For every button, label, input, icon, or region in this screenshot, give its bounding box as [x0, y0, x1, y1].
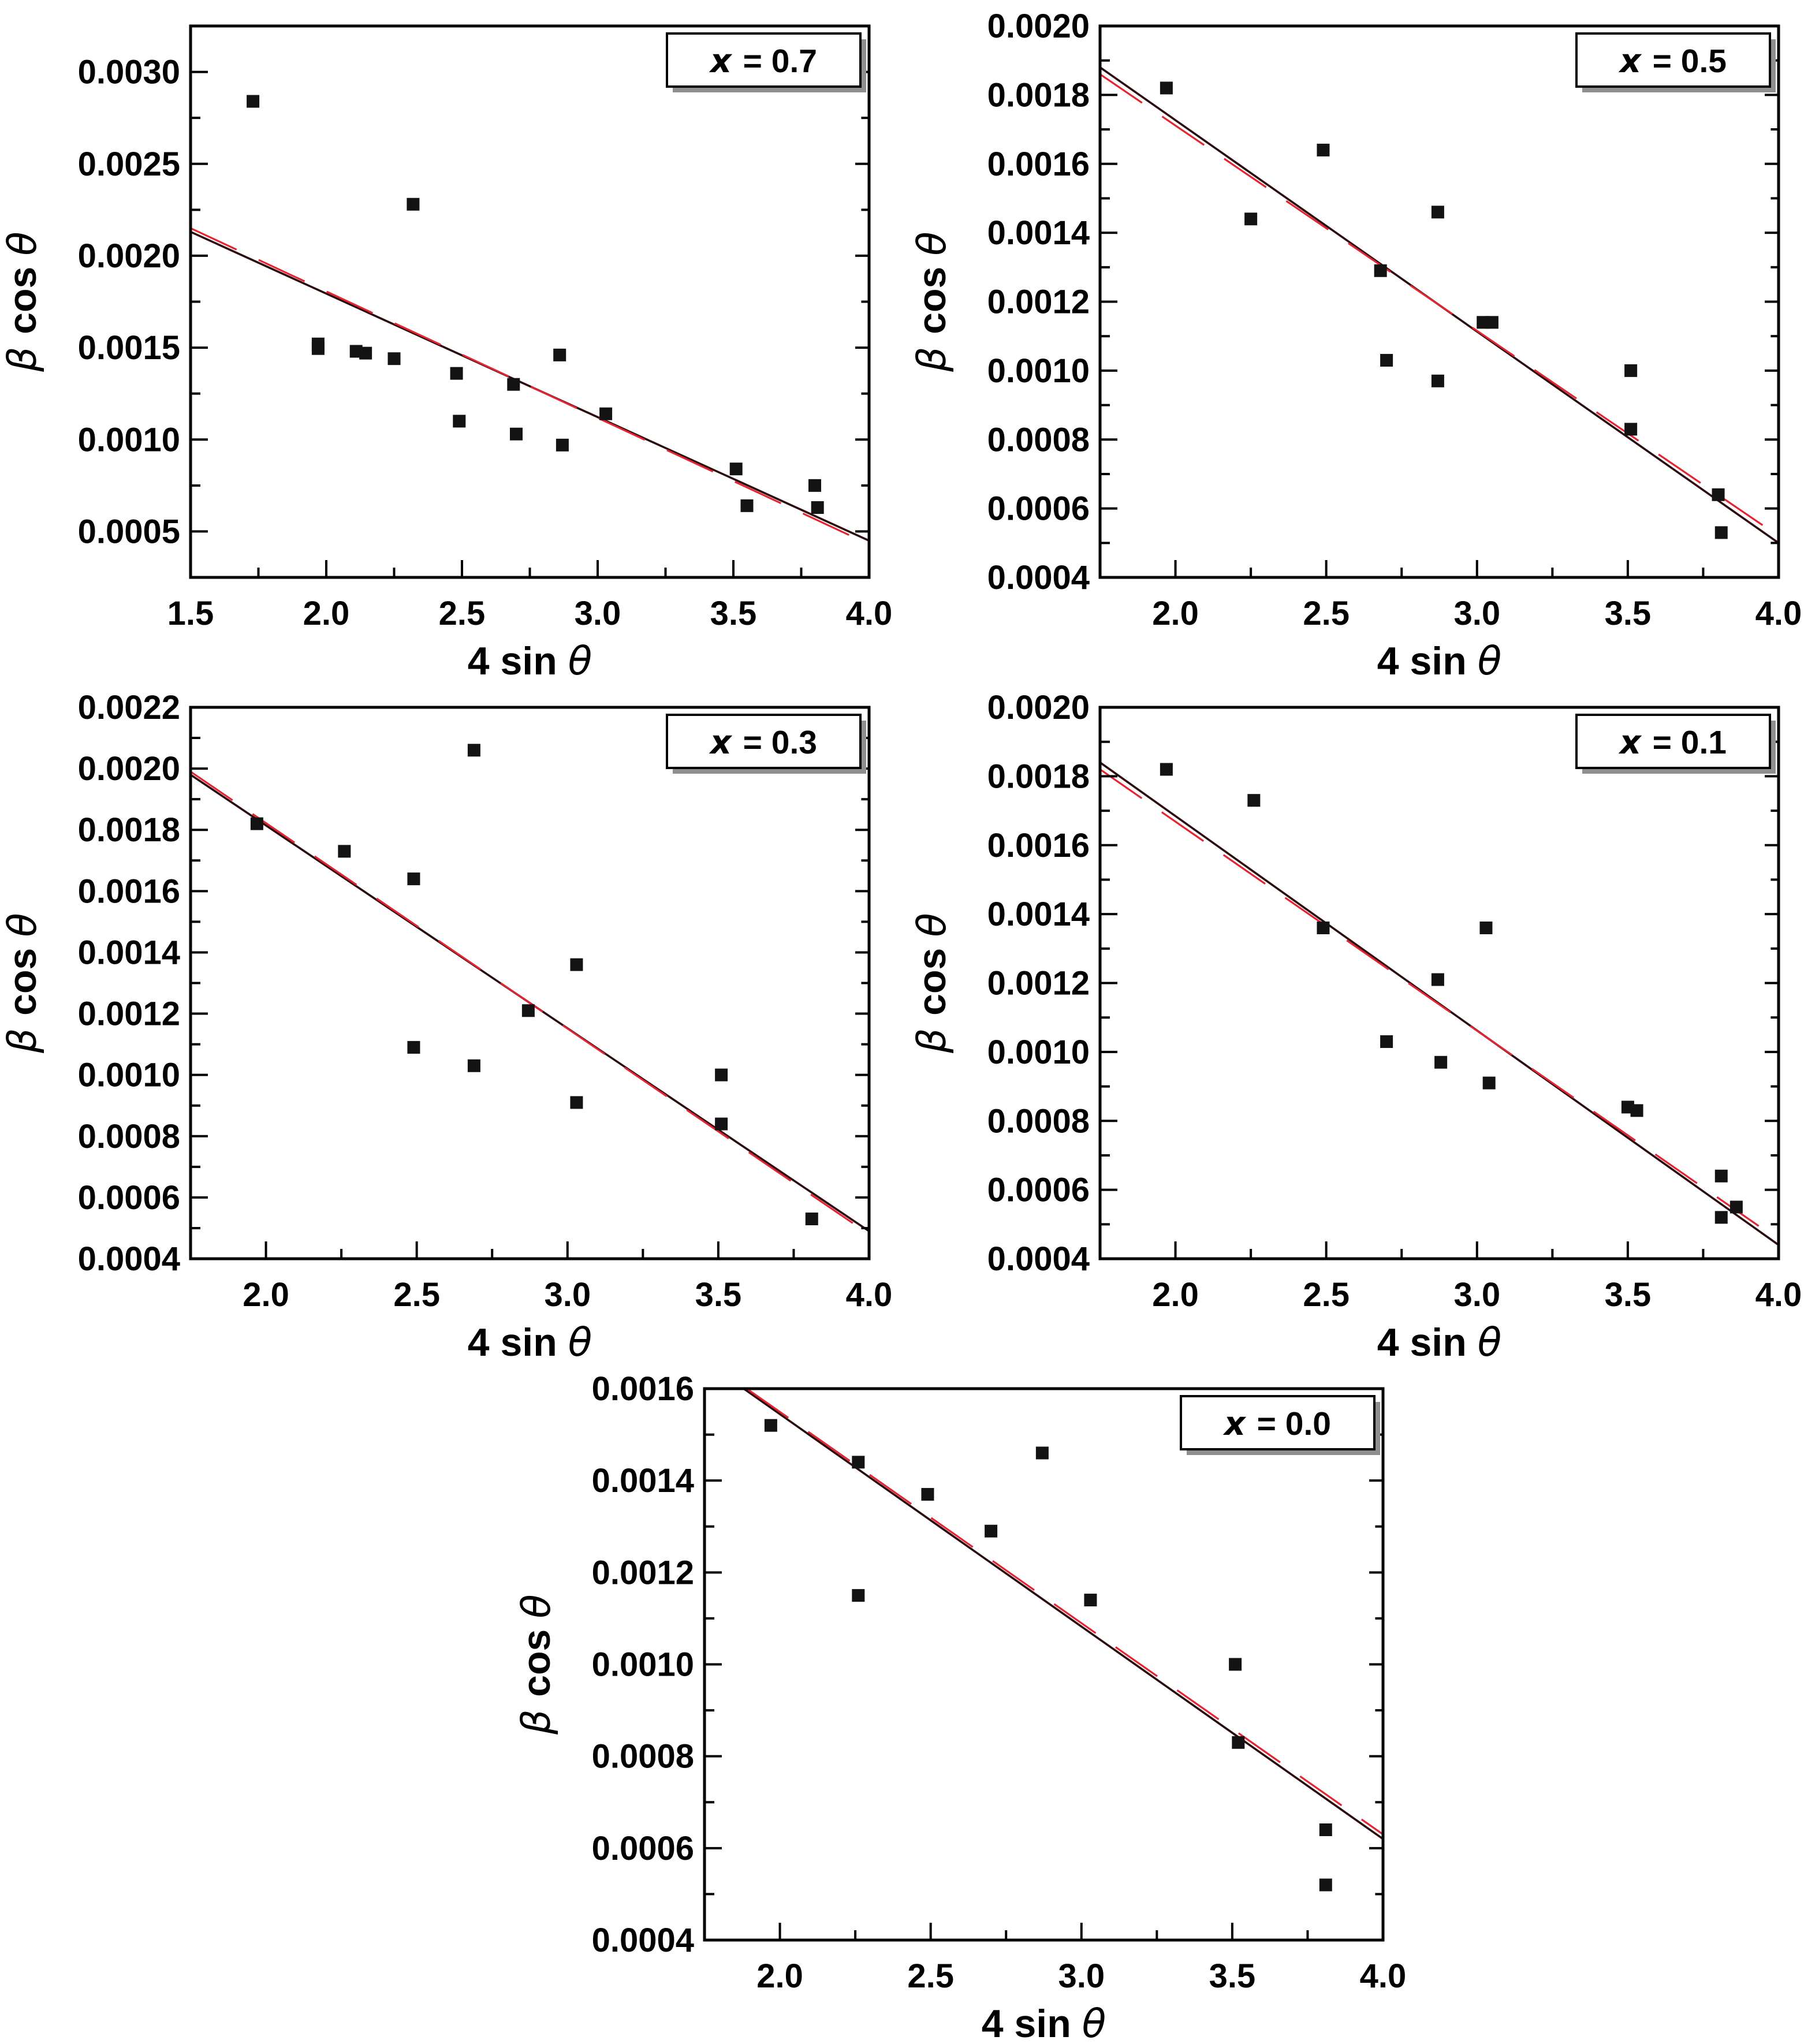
scatter-point [741, 499, 754, 512]
scatter-point [1084, 1594, 1097, 1606]
scatter-point [1317, 144, 1329, 156]
scatter-point [1380, 1035, 1393, 1048]
scatter-point [338, 845, 351, 857]
legend-label: x = 0.5 [1620, 42, 1727, 80]
scatter-point [1434, 1056, 1447, 1069]
y-tick-label: 0.0006 [591, 1829, 694, 1867]
y-tick-label: 0.0012 [987, 283, 1090, 321]
y-tick-label: 0.0010 [77, 1056, 180, 1094]
y-tick-label: 0.0020 [987, 8, 1090, 45]
x-tick-label: 2.5 [1303, 1276, 1350, 1314]
y-tick-label: 0.0016 [987, 826, 1090, 864]
scatter-point [1036, 1446, 1049, 1459]
x-tick-label: 3.0 [574, 595, 621, 632]
y-tick-label: 0.0008 [77, 1117, 180, 1155]
legend-label: x = 0.3 [710, 723, 817, 762]
scatter-point [1712, 488, 1725, 501]
y-tick-label: 0.0008 [987, 421, 1090, 459]
plot-x-0.7 [0, 0, 910, 681]
scatter-point [1730, 1200, 1743, 1213]
plot-x-0.1 [910, 681, 1819, 1363]
scatter-point [359, 347, 372, 360]
scatter-point [1715, 1170, 1728, 1183]
y-tick-label: 0.0005 [77, 513, 180, 551]
y-tick-label: 0.0004 [77, 1240, 180, 1278]
y-tick-label: 0.0006 [987, 490, 1090, 528]
y-tick-label: 0.0018 [987, 758, 1090, 796]
legend-label: x = 0.1 [1620, 723, 1727, 762]
scatter-point [453, 415, 465, 427]
scatter-point [468, 1060, 480, 1072]
scatter-point [312, 342, 325, 355]
y-tick-label: 0.0030 [77, 53, 180, 91]
y-tick-label: 0.0016 [77, 872, 180, 911]
y-tick-label: 0.0022 [77, 689, 180, 726]
legend-label: x = 0.7 [710, 42, 817, 80]
scatter-point [507, 378, 520, 391]
x-axis-label: 4 sin θ [1377, 1320, 1502, 1363]
legend-label: x = 0.0 [1224, 1405, 1331, 1443]
x-tick-label: 4.0 [845, 595, 893, 632]
scatter-point [1374, 264, 1387, 277]
scatter-point [808, 479, 821, 492]
y-tick-label: 0.0020 [77, 750, 180, 788]
scatter-point [522, 1004, 535, 1017]
y-tick-label: 0.0018 [77, 811, 180, 849]
scatter-point [852, 1589, 864, 1602]
scatter-point [407, 198, 419, 211]
y-axis-label: β cos θ [514, 1594, 560, 1735]
y-tick-label: 0.0008 [987, 1102, 1090, 1140]
scatter-point [1479, 922, 1492, 934]
x-tick-label: 2.0 [1152, 595, 1199, 632]
scatter-point [247, 95, 259, 108]
scatter-point [730, 462, 743, 475]
x-tick-label: 4.0 [1359, 1957, 1407, 1995]
x-axis-label: 4 sin θ [467, 639, 592, 681]
scatter-point [1232, 1736, 1244, 1749]
scatter-point [1624, 423, 1637, 435]
x-tick-label: 3.0 [1453, 595, 1501, 632]
scatter-point [251, 818, 263, 830]
y-tick-label: 0.0014 [987, 896, 1090, 934]
x-tick-label: 3.5 [710, 595, 757, 632]
x-tick-label: 3.0 [544, 1276, 591, 1314]
plot-x-0.1-svg [910, 681, 1819, 1363]
x-tick-label: 3.5 [1209, 1957, 1256, 1995]
x-tick-label: 2.0 [303, 595, 350, 632]
scatter-point [1486, 316, 1499, 329]
scatter-point [553, 349, 566, 361]
x-tick-label: 4.0 [845, 1276, 893, 1314]
y-tick-label: 0.0006 [77, 1178, 180, 1217]
plot-x-0.3 [0, 681, 910, 1363]
scatter-point [1244, 212, 1257, 225]
y-tick-label: 0.0016 [591, 1370, 694, 1408]
x-tick-label: 2.0 [243, 1276, 289, 1314]
x-tick-label: 3.5 [1604, 1276, 1652, 1314]
scatter-point [1715, 526, 1728, 539]
x-tick-label: 2.5 [1303, 595, 1350, 632]
scatter-point [407, 1041, 420, 1054]
scatter-point [556, 439, 569, 452]
x-tick-label: 2.5 [438, 595, 486, 632]
scatter-point [1160, 763, 1173, 775]
scatter-point [1160, 81, 1173, 94]
scatter-point [599, 408, 612, 420]
x-tick-label: 3.0 [1058, 1957, 1105, 1995]
y-tick-label: 0.0010 [987, 1033, 1090, 1071]
scatter-point [765, 1419, 777, 1432]
scatter-point [1432, 375, 1444, 387]
y-tick-label: 0.0014 [77, 934, 180, 972]
scatter-point [1483, 1077, 1496, 1090]
x-tick-label: 4.0 [1755, 1276, 1802, 1314]
scatter-point [1229, 1658, 1242, 1671]
scatter-point [468, 744, 480, 756]
y-axis-label: β cos θ [910, 913, 955, 1053]
y-tick-label: 0.0018 [987, 76, 1090, 114]
scatter-point [1715, 1211, 1728, 1224]
scatter-point [407, 872, 420, 885]
scatter-point [1319, 1823, 1332, 1836]
scatter-point [1247, 794, 1260, 807]
x-tick-label: 2.5 [393, 1276, 440, 1314]
y-tick-label: 0.0004 [987, 1240, 1090, 1278]
scatter-point [811, 501, 824, 514]
y-axis-label: β cos θ [0, 232, 46, 372]
y-tick-label: 0.0014 [591, 1462, 694, 1500]
y-tick-label: 0.0020 [987, 689, 1090, 726]
scatter-point [715, 1069, 728, 1081]
y-tick-label: 0.0004 [987, 559, 1090, 596]
y-tick-label: 0.0004 [591, 1922, 694, 1959]
plot-x-0.0-svg [514, 1363, 1423, 2044]
scatter-point [806, 1213, 818, 1225]
x-tick-label: 3.5 [1604, 595, 1652, 632]
plot-x-0.7-svg [0, 0, 910, 681]
y-tick-label: 0.0010 [591, 1646, 694, 1684]
y-tick-label: 0.0012 [591, 1554, 694, 1592]
x-tick-label: 2.0 [756, 1957, 803, 1995]
scatter-point [1380, 354, 1393, 367]
y-tick-label: 0.0008 [591, 1737, 694, 1776]
scatter-point [852, 1456, 864, 1468]
scatter-point [570, 1096, 583, 1109]
y-tick-label: 0.0025 [77, 145, 180, 183]
scatter-point [985, 1525, 997, 1538]
x-tick-label: 2.5 [907, 1957, 954, 1995]
x-tick-label: 4.0 [1755, 595, 1802, 632]
x-tick-label: 3.0 [1453, 1276, 1501, 1314]
plot-x-0.3-svg [0, 681, 910, 1363]
y-tick-label: 0.0006 [987, 1171, 1090, 1209]
y-tick-label: 0.0010 [987, 352, 1090, 390]
plot-x-0.5-svg [910, 0, 1819, 681]
x-axis-label: 4 sin θ [981, 2001, 1106, 2044]
x-tick-label: 3.5 [695, 1276, 742, 1314]
plot-x-0.0 [514, 1363, 1423, 2044]
x-tick-label: 1.5 [167, 595, 214, 632]
y-tick-label: 0.0010 [77, 421, 180, 459]
scatter-point [1432, 973, 1444, 986]
scatter-point [1631, 1104, 1643, 1117]
scatter-point [1317, 922, 1329, 934]
y-tick-label: 0.0016 [987, 145, 1090, 183]
scatter-point [1319, 1879, 1332, 1892]
scatter-point [510, 428, 523, 441]
scatter-point [715, 1118, 728, 1131]
scatter-point [388, 352, 401, 365]
scatter-point [1624, 364, 1637, 377]
scatter-point [570, 958, 583, 971]
y-tick-label: 0.0015 [77, 329, 180, 367]
y-tick-label: 0.0012 [77, 995, 180, 1033]
y-tick-label: 0.0014 [987, 214, 1090, 252]
x-tick-label: 2.0 [1152, 1276, 1199, 1314]
scatter-point [450, 367, 463, 380]
scatter-point [1432, 206, 1444, 218]
x-axis-label: 4 sin θ [1377, 639, 1502, 681]
scatter-point [921, 1488, 934, 1501]
plot-x-0.5 [910, 0, 1819, 681]
x-axis-label: 4 sin θ [467, 1320, 592, 1363]
y-axis-label: β cos θ [910, 232, 955, 372]
y-tick-label: 0.0020 [77, 237, 180, 275]
y-tick-label: 0.0012 [987, 964, 1090, 1002]
y-axis-label: β cos θ [0, 913, 46, 1053]
